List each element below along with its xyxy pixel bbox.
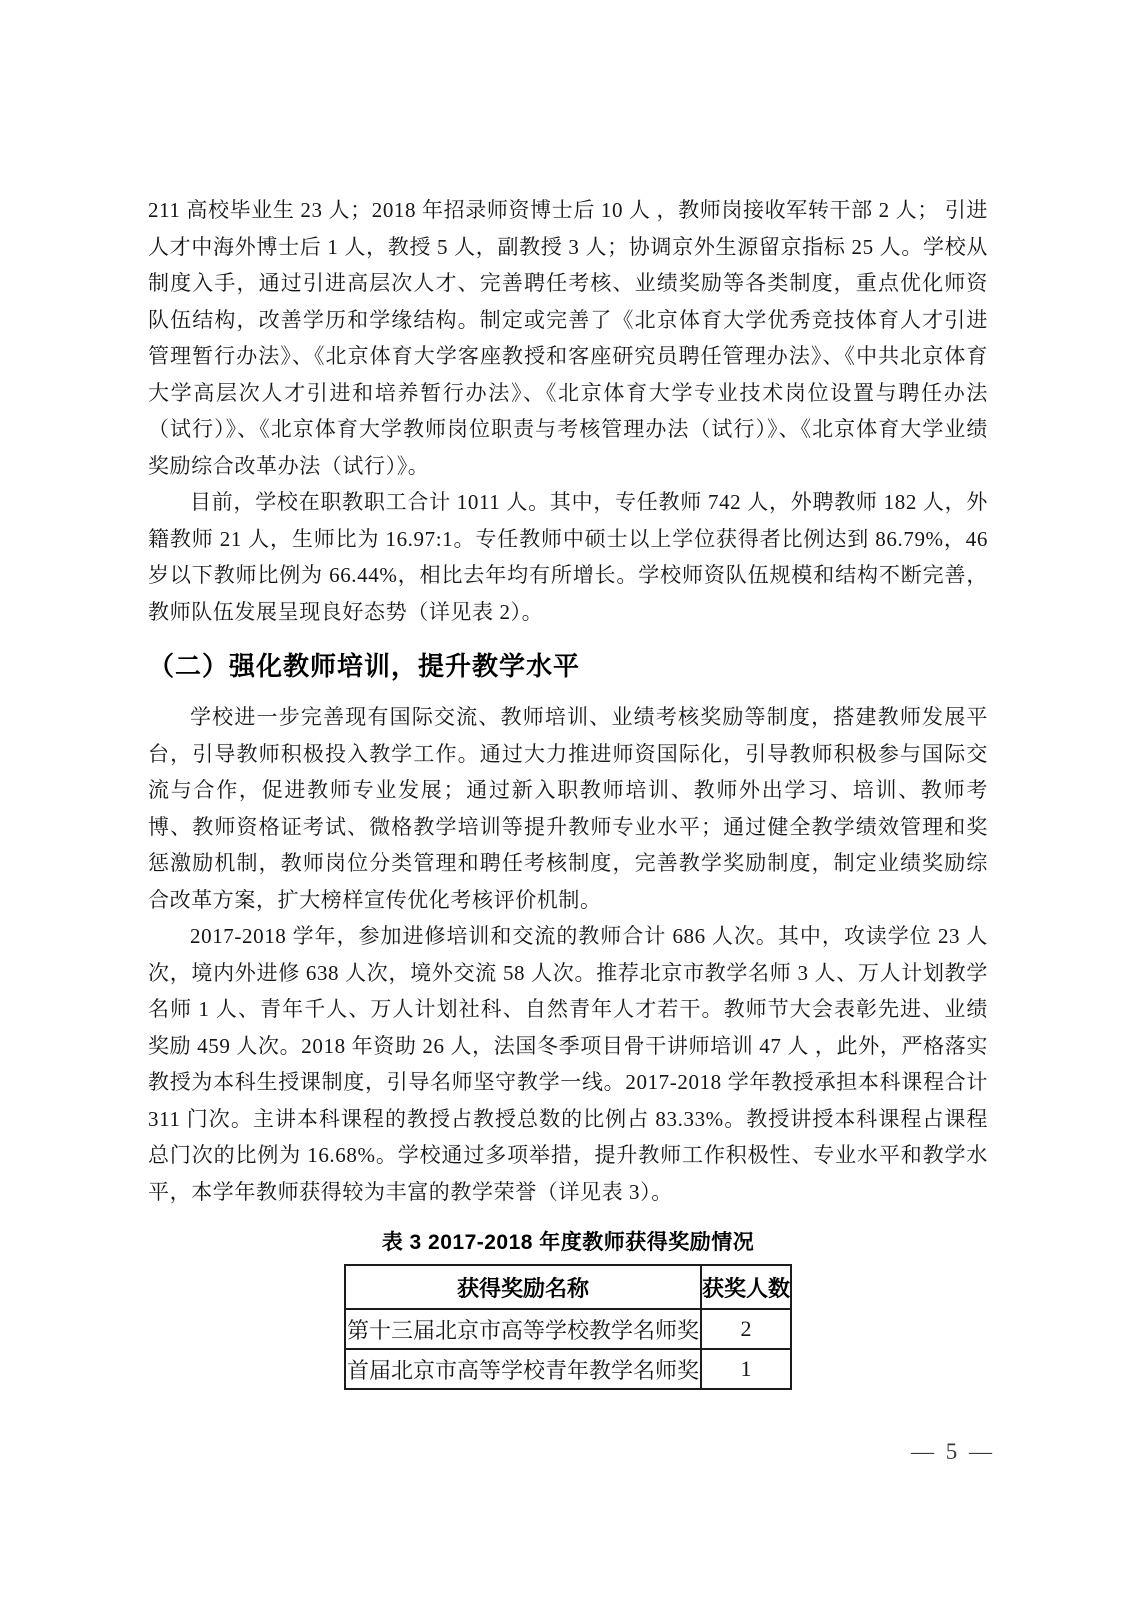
award-count-cell: 2 — [701, 1309, 791, 1349]
award-count-cell: 1 — [701, 1349, 791, 1389]
paragraph-recruitment-continued: 211 高校毕业生 23 人；2018 年招录师资博士后 10 人 ，教师岗接收军转干部 2 人； 引进人才中海外博士后 1 人，教授 5 人，副教授 3 人；协调京外生源留京指标 25 人。学校从制度入手，通过引进高层次人才、完善聘任考核、业绩奖励等各类制度，重点优化师资队伍结构，改善学历和学缘结构。制定或完善了《北京体育大学优秀竞技体育人才引进管理暂行办法》、《北京体育大学客座教授和客座研究员聘任管理办法》、《中共北京体育大学高层次人才引进和培养暂行办法》、《北京体育大学专业技术岗位设置与聘任办法（试行）》、《北京体育大学教师岗位职责与考核管理办法（试行）》、《北京体育大学业绩奖励综合改革办法（试行）》。 — [148, 198, 988, 478]
table-row — [345, 1309, 791, 1349]
section-heading-teacher-training: （二）强化教师培训，提升教学水平 — [148, 651, 581, 681]
paragraph-training-system: 学校进一步完善现有国际交流、教师培训、业绩考核奖励等制度，搭建教师发展平台，引导教师积极投入教学工作。通过大力推进师资国际化，引导教师积极参与国际交流与合作，促进教师专业发展；通过新入职教师培训、教师外出学习、培训、教师考博、教师资格证考试、微格教学培训等提升教师专业水平；通过健全教学绩效管理和奖惩激励机制，教师岗位分类管理和聘任考核制度，完善教学奖励制度，制定业绩奖励综合改革方案，扩大榜样宣传优化考核评价机制。 — [148, 705, 988, 912]
award-table — [344, 1264, 792, 1390]
paragraph-staff-statistics: 目前，学校在职教职工合计 1011 人。其中，专任教师 742 人，外聘教师 182 人，外籍教师 21 人，生师比为 16.97:1。专任教师中硕士以上学位获得者比例达到 86.79%，46 岁以下教师比例为 66.44%，相比去年均有所增长。学校师资队伍规模和结构不断完善，教师队伍发展呈现良好态势（详见表 2）。 — [148, 490, 988, 624]
award-name-cell: 首届北京市高等学校青年教学名师奖 — [345, 1349, 701, 1389]
award-name-cell: 第十三届北京市高等学校教学名师奖 — [345, 1309, 701, 1349]
page-number: — 5 — — [911, 1439, 995, 1464]
paragraph-training-statistics: 2017-2018 学年，参加进修培训和交流的教师合计 686 人次。其中，攻读学位 23 人次，境内外进修 638 人次，境外交流 58 人次。推荐北京市教学名师 3 人、万人计划教学名师 1 人、青年千人、万人计划社科、自然青年人才若干。教师节大会表彰先进、业绩奖励 459 人次。2018 年资助 26 人，法国冬季项目骨干讲师培训 47 人 ，此外，严格落实教授为本科生授课制度，引导名师坚守教学一线。2017-2018 学年教授承担本科课程合计 311 门次。主讲本科课程的教授占教授总数的比例占 83.33%。教授讲授本科课程占课程总门次的比例为 16.68%。学校通过多项举措，提升教师工作积极性、专业水平和教学水平，本学年教师获得较为丰富的教学荣誉（详见表 3）。 — [148, 924, 988, 1204]
table-row — [345, 1349, 791, 1389]
page-content — [148, 192, 988, 1390]
award-count-header: 获奖人数 — [701, 1265, 791, 1309]
award-name-header: 获得奖励名称 — [345, 1265, 701, 1309]
award-table-header-row — [345, 1265, 791, 1309]
table3-caption: 表 3 2017-2018 年度教师获得奖励情况 — [381, 1231, 755, 1254]
